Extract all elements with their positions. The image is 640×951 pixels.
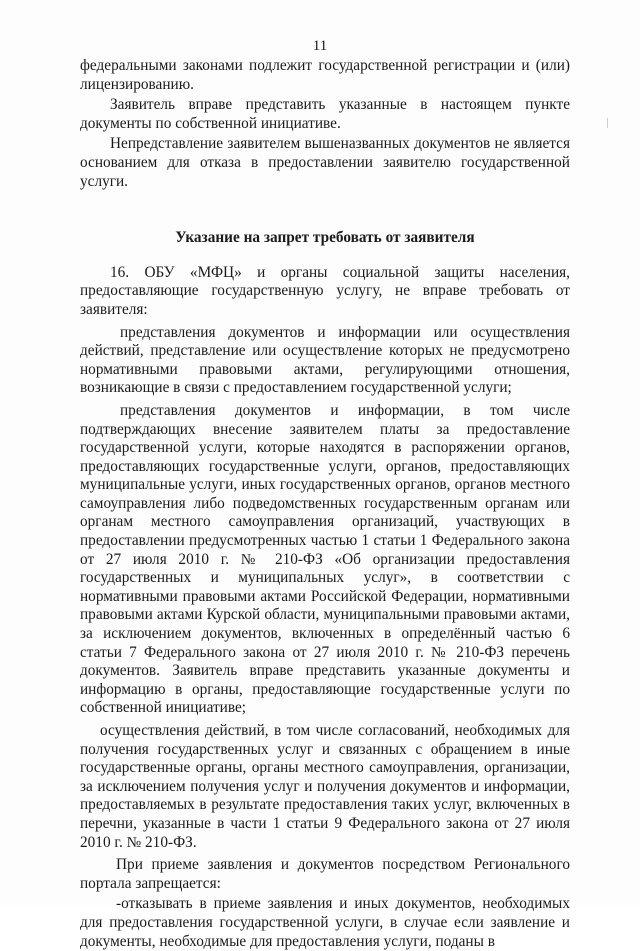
- scan-mark: [607, 118, 608, 128]
- prohibition-item-documents: представления документов и информации или осуществления действий, представление или осуществление которых не предусмотрено нормативными правовыми актами, регулирующими отношения, возникающие в связи с предоставлением государственной услуги;: [80, 323, 570, 397]
- paragraph-non-submission: Непредставление заявителем вышеназванных документов не является основанием для отказа в предоставлении заявителю государственной услуги.: [80, 135, 570, 190]
- paragraph-16: 16. ОБУ «МФЦ» и органы социальной защиты населения, предоставляющие государственную услугу, не вправе требовать от заявителя:: [80, 263, 570, 318]
- paragraph-continuation: федеральными законами подлежит государственной регистрации и (или) лицензированию.: [80, 57, 570, 93]
- paragraph-portal-intro: При приеме заявления и документов посредством Регионального портала запрещается:: [80, 856, 570, 892]
- prohibition-item-actions: осуществления действий, в том числе согласований, необходимых для получения государственных услуг и связанных с обращением в иные государственные органы, органы местного самоуправления, организации, за исключением получения услуг и получения документов и информации, предоставляемых в результате предоставления таких услуг, включенных в перечни, указанные в части 1 статьи 9 Федерального закона от 27 июля 2010 г. № 210-ФЗ.: [80, 722, 570, 851]
- portal-prohibition-item: -отказывать в приеме заявления и иных документов, необходимых для предоставления государственной услуги, в случае если заявление и документы, необходимые для предоставления услуги, поданы в: [80, 895, 570, 950]
- page-number: 11: [312, 38, 328, 54]
- document-body: [80, 57, 570, 951]
- section-heading: Указание на запрет требовать от заявителя: [175, 229, 475, 247]
- prohibition-item-information: представления документов и информации, в том числе подтверждающих внесение заявителем платы за предоставление государственной услуги, которые находятся в распоряжении органов, предоставляющих государственные услуги, органов, предоставляющих муниципальные услуги, иных государственных органов, органов местного самоуправления либо подведомственных государственным органам или органам местного самоуправления организаций, участвующих в предоставлении предусмотренных частью 1 статьи 1 Федерального закона от 27 июля 2010 г. № 210-ФЗ «Об организации предоставления государственных и муниципальных услуг», в соответствии с нормативными правовыми актами Российской Федерации, нормативными правовыми актами Курской области, муниципальными правовыми актами, за исключением документов, включенных в определённый частью 6 статьи 7 Федерального закона от 27 июля 2010 г. № 210-ФЗ перечень документов. Заявитель вправе представить указанные документы и информацию в органы, предоставляющие государственные услуги по собственной инициативе;: [80, 401, 570, 717]
- paragraph-applicant-right: Заявитель вправе представить указанные в настоящем пункте документы по собственной инициативе.: [80, 96, 570, 132]
